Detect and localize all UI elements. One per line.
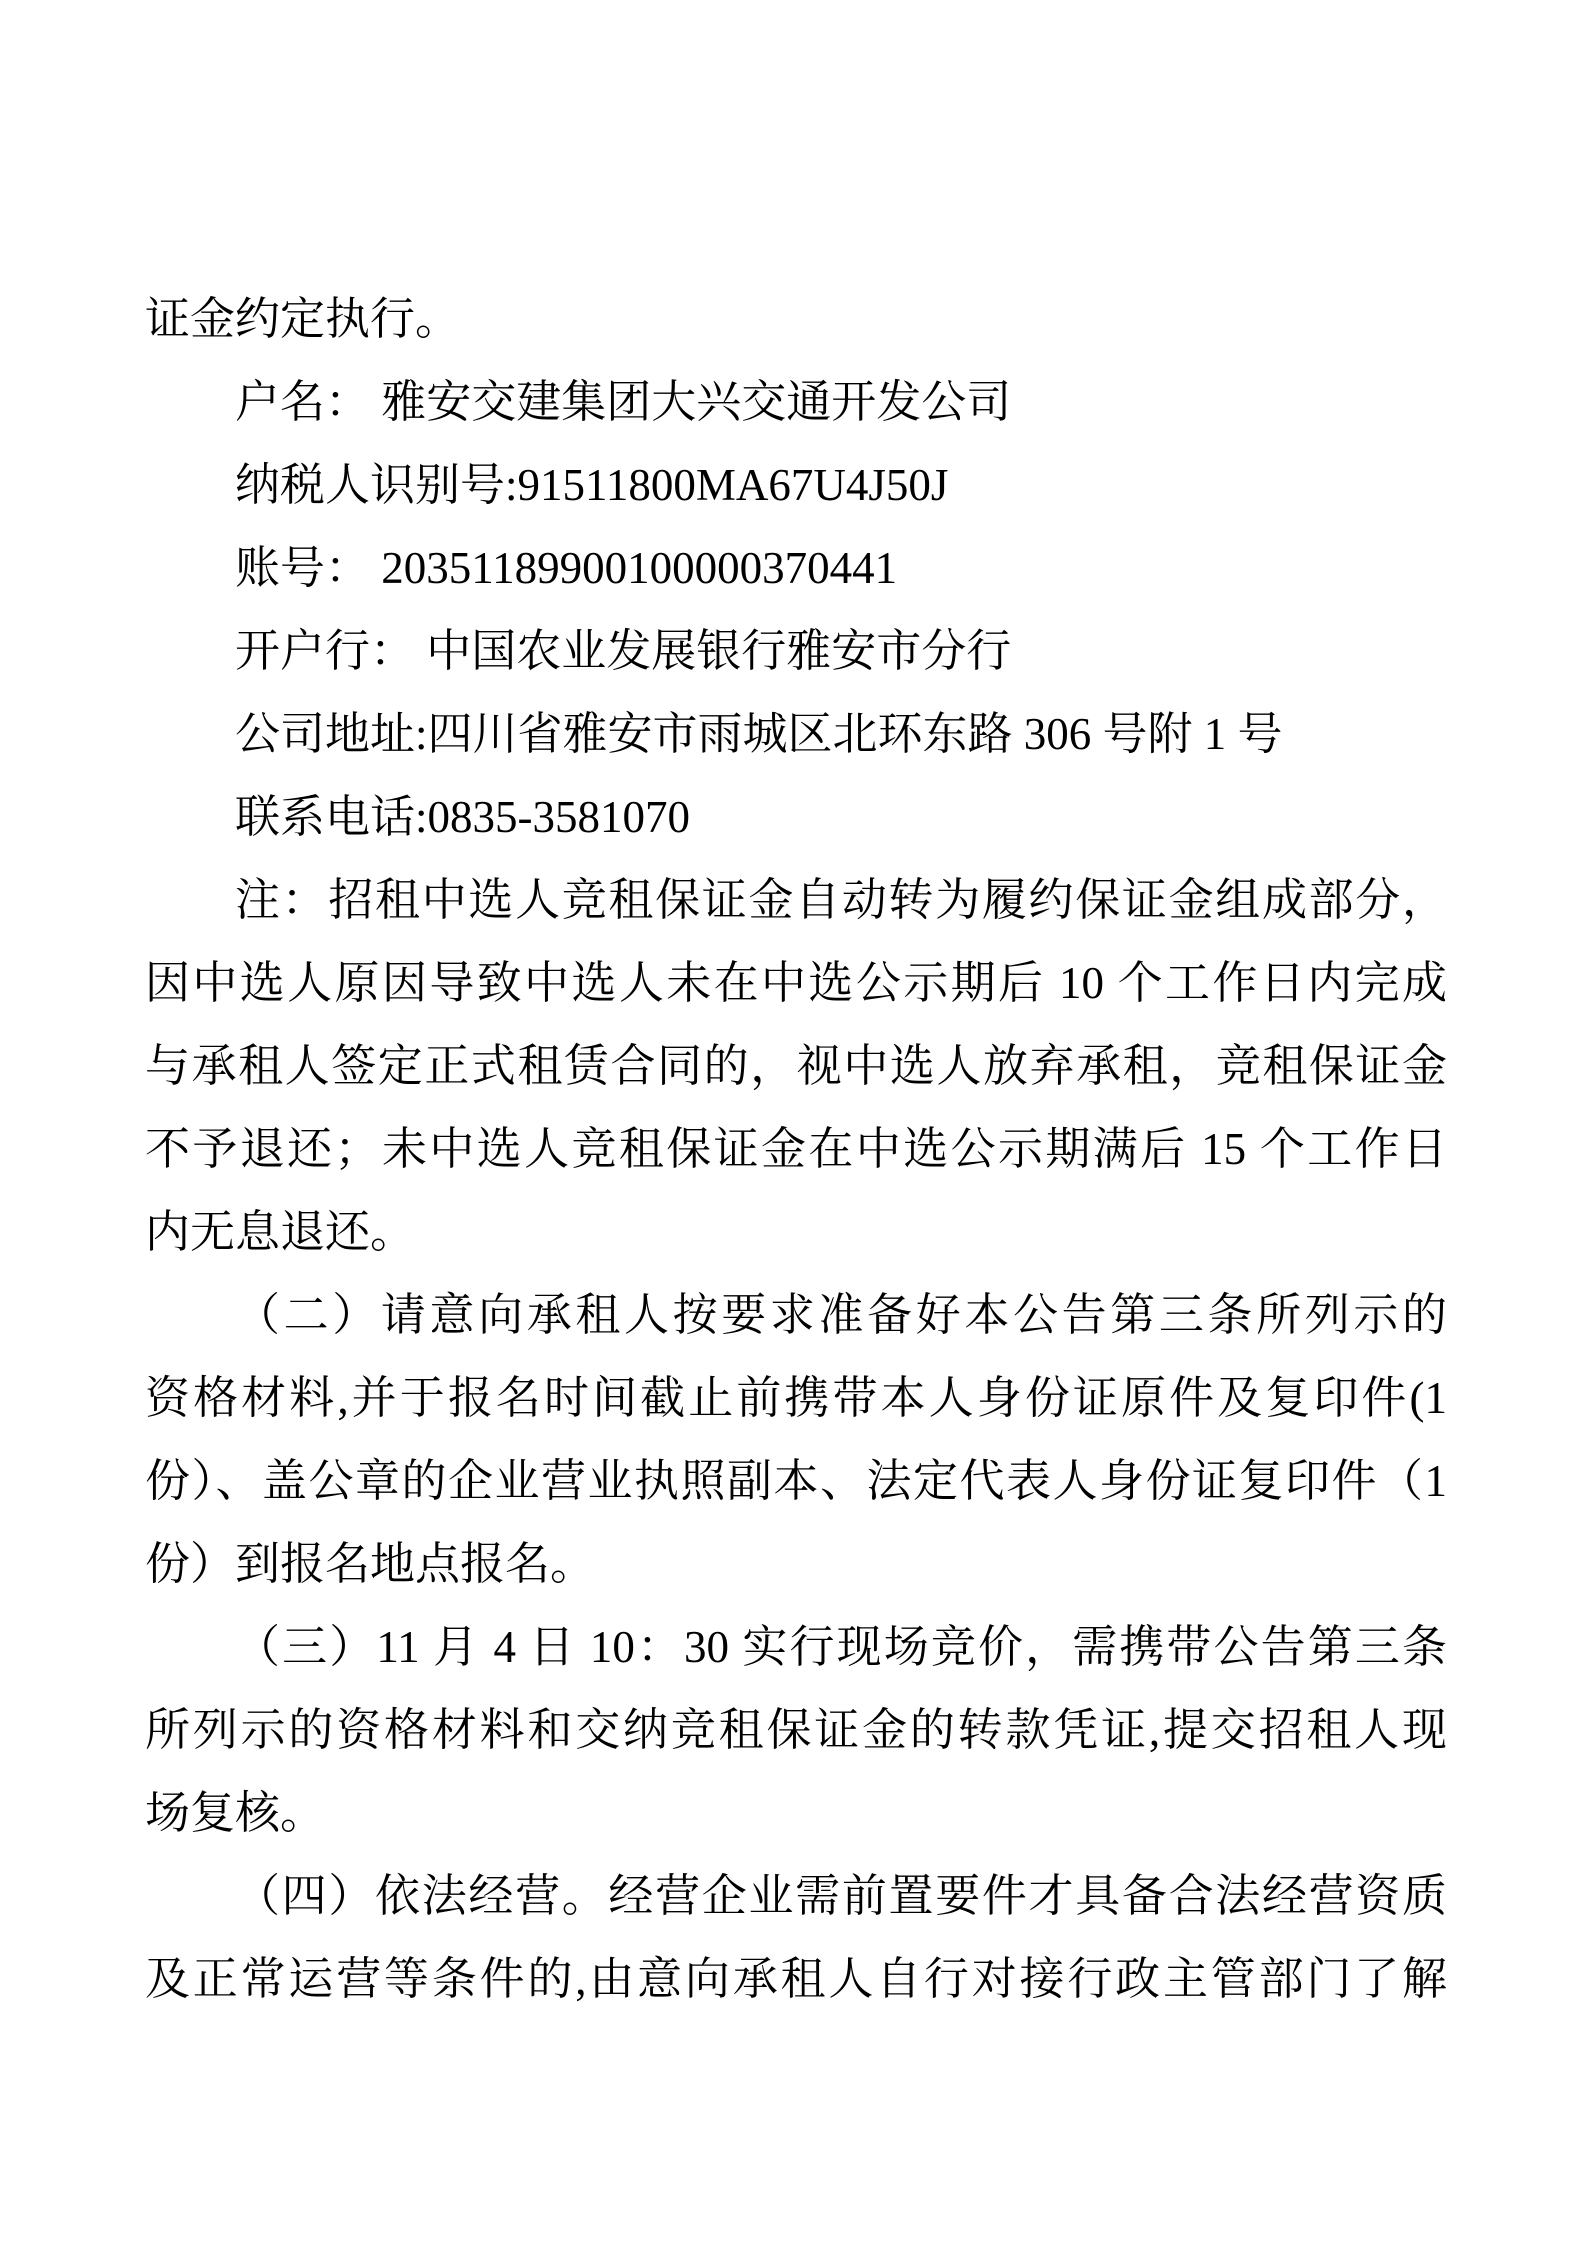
document-text-line: 份）到报名地点报名。 [145,1539,596,1589]
document-text-line: 公司地址:四川省雅安市雨城区北环东路 306 号附 1 号 [235,709,1283,759]
document-text-line: 与承租人签定正式租赁合同的，视中选人放弃承租，竞租保证金 [145,1041,1447,1091]
document-text-line: 证金约定执行。 [145,294,461,344]
document-text-line: 不予退还；未中选人竞租保证金在中选公示期满后 15 个工作日 [145,1124,1447,1174]
document-text-line: 开户行： 中国农业发展银行雅安市分行 [235,626,1012,676]
document-text-line: 资格材料,并于报名时间截止前携带本人身份证原件及复印件(1 [145,1373,1447,1423]
document-text-line: 因中选人原因导致中选人未在中选公示期后 10 个工作日内完成 [145,958,1447,1008]
document-text-line: （三）11 月 4 日 10：30 实行现场竞价，需携带公告第三条 [235,1622,1447,1672]
document-text-block [145,278,1447,2021]
document-text-line: 联系电话:0835-3581070 [235,792,690,842]
document-text-line: 户名： 雅安交建集团大兴交通开发公司 [235,377,1012,427]
document-text-line: 份）、盖公章的企业营业执照副本、法定代表人身份证复印件（1 [145,1456,1447,1506]
document-text-line: 场复核。 [145,1788,326,1838]
document-text-line: （四）依法经营。经营企业需前置要件才具备合法经营资质 [235,1871,1447,1921]
document-text-line: 账号： 20351189900100000370441 [235,543,898,593]
document-text-line: 及正常运营等条件的,由意向承租人自行对接行政主管部门了解 [145,1954,1447,2004]
document-text-line: 所列示的资格材料和交纳竞租保证金的转款凭证,提交招租人现 [145,1705,1447,1755]
document-text-line: （二）请意向承租人按要求准备好本公告第三条所列示的 [235,1290,1447,1340]
document-text-line: 纳税人识别号:91511800MA67U4J50J [235,460,949,510]
document-text-line: 注：招租中选人竞租保证金自动转为履约保证金组成部分， [235,875,1447,925]
document-text-line: 内无息退还。 [145,1207,416,1257]
